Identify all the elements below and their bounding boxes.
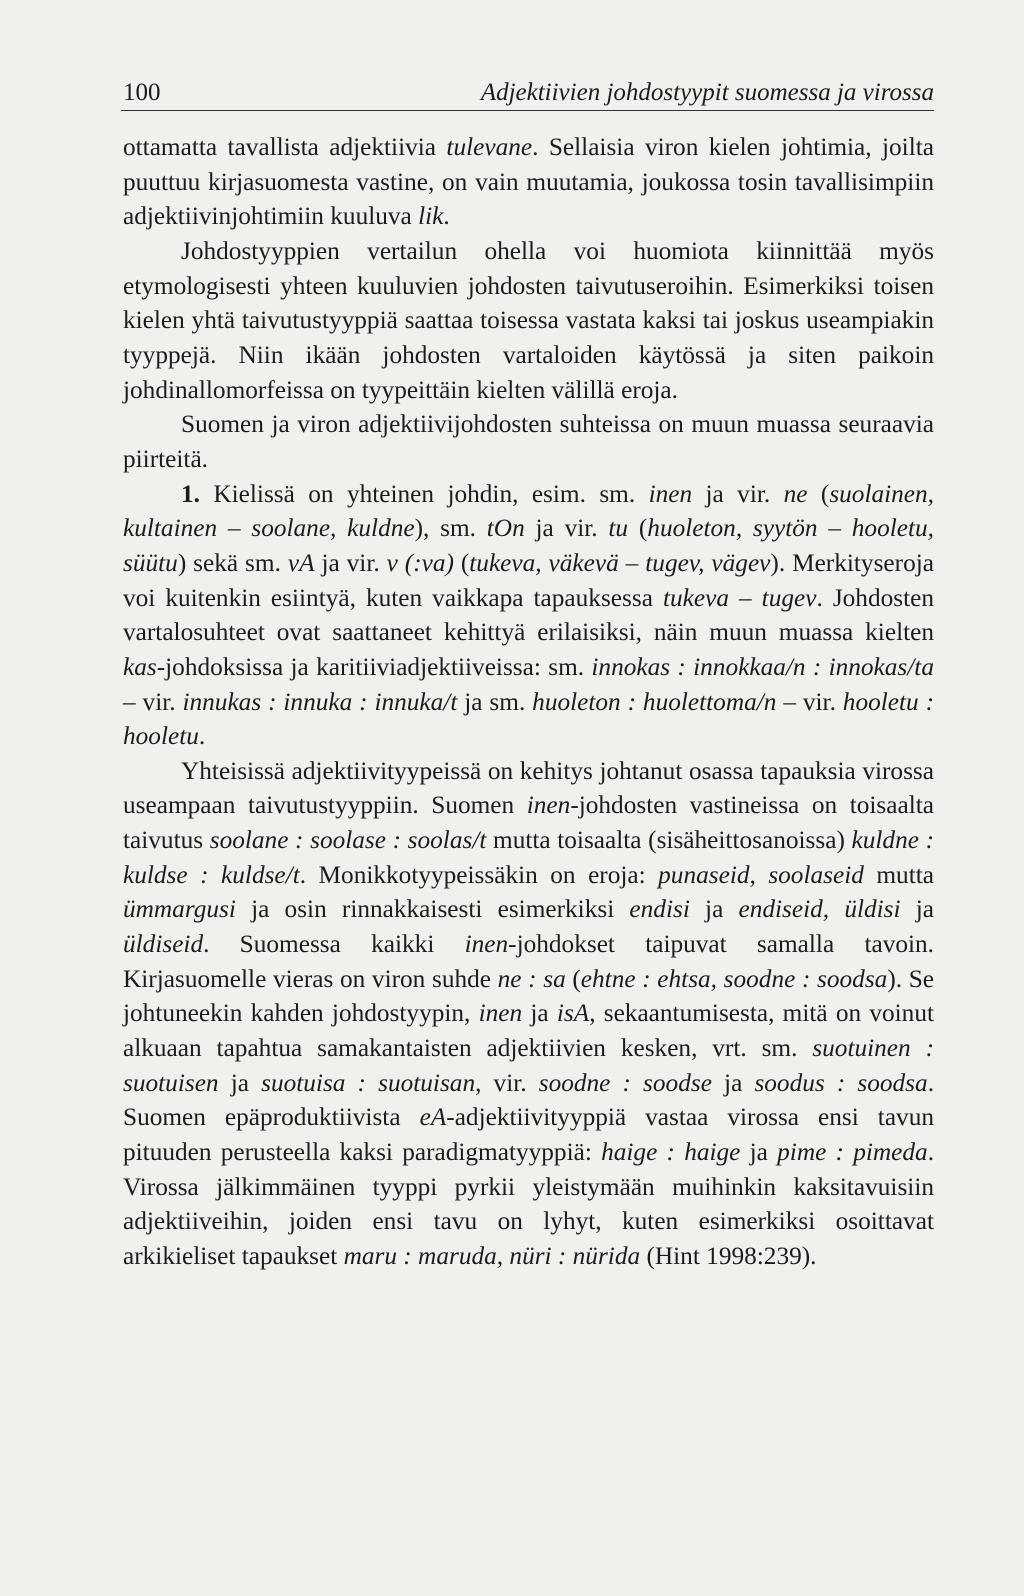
body-text [123,130,934,1274]
italic-text: suotuisa : suotuisan [261,1068,476,1097]
text-run: ja vir. [314,548,387,577]
text-run: . Johdosten vartalosuhteet ovat saattaneet kehittyä erilaisiksi, näin muun muassa kielten [123,583,935,647]
italic-text: ehtne : ehtsa, soodne : soodsa [580,964,888,993]
text-run: -adjektiivityyppiä vastaa virossa ensi tavun pituuden perusteella kaksi paradigmatyyppiä: [123,1103,935,1167]
text-run: Kielissä on yhteinen johdin, esim. sm. [199,479,649,508]
text-run: ja [740,1138,778,1167]
text-run: (Hint 1998:239). [640,1242,817,1270]
text-run: ) sekä sm. [177,548,288,577]
italic-text: tulevane [446,133,533,161]
text-run: ja [711,1068,755,1097]
italic-text: soolane : soolase : soolas/t [209,826,487,855]
page-number: 100 [123,79,161,106]
text-run: . Suomen epäproduktiivista [123,1068,935,1132]
italic-text: ne [783,479,808,508]
text-run: . Suomessa kaikki [203,930,465,959]
italic-text: eA [419,1103,447,1132]
italic-text: tukeva – tugev [662,583,817,612]
italic-text: suotuinen : suotuisen [123,1034,934,1097]
text-run: . [443,202,450,231]
text-run: , sekaantumisesta, mitä on voinut alkuaan tapahtua samakantaisten adjektiivien kesken, vrt. sm. [123,999,935,1063]
paragraph [123,234,934,407]
text-run: Johdostyyppien vertailun ohella voi huomiota kiinnittää myös etymologisesti yhteen kuuluvien johdosten taivutuseroihin. Esimerkiksi toisen kielen yhtä taivutustyyppiä saattaa toisessa vastata kaksi tai joskus useampiakin tyyppejä. Niin ikään johdosten vartaloiden käytössä ja siten paikoin johdinallomorfeissa on tyypeittäin kielten välillä eroja. [123,236,934,404]
italic-text: punaseid, soolaseid [658,860,864,889]
italic-text: lik [418,202,444,231]
text-run: ja [522,999,557,1028]
text-run: ja vir. [692,479,784,508]
text-run: mutta toisaalta (sisäheittosanoissa) [486,826,852,855]
italic-text: pime : pimeda [777,1138,928,1167]
paragraph [123,754,934,1274]
italic-text: suolainen, kultainen – soolane, kuldne [123,479,935,543]
text-run: ja [689,895,739,924]
text-run: Yhteisissä adjektiivityypeissä on kehitys johtanut osassa tapauksia virossa useampaan taivutustyyppiin. Suomen [123,756,934,820]
bold-text: 1. [181,479,200,508]
italic-text: haige : haige [601,1138,741,1167]
italic-text: inen [648,479,693,508]
paragraph [123,407,934,476]
text-run: -johdoksissa ja karitiiviadjektiiveissa: sm. [156,652,592,681]
italic-text: endisi [629,895,690,924]
paragraph [123,477,934,754]
italic-text: soodne : soodse [538,1068,712,1097]
italic-text: vA [287,548,315,577]
italic-text: üldiseid [123,930,204,959]
paragraph [123,130,934,234]
italic-text: ne : sa [497,964,566,993]
italic-text: innokas : innokkaa/n : innokas/ta [591,652,934,681]
page-header [121,70,934,111]
text-run: ( [453,548,470,577]
italic-text: kuldne : kuldse : kuldse/t [123,826,934,889]
text-run: ottamatta tavallista adjektiivia [123,133,447,161]
italic-text: inen [478,999,523,1028]
text-run: . Sellaisia viron kielen johtimia, joilta puuttuu kirjasuomesta vastine, on vain muutamia, joukossa tosin tavallisimpiin adjektiivinjohtimiin kuuluva [123,133,934,231]
text-run: ). Se johtuneekin kahden johdostyypin, [123,964,935,1028]
text-run: ja vir. [524,514,609,543]
text-run: ). Merkityseroja voi kuitenkin esiintyä, kuten vaikkapa tapauksessa [123,548,934,612]
text-run: ja sm. [457,687,533,716]
text-run: ja osin rinnakkaisesti esimerkiksi [235,895,630,924]
text-run: . Virossa jälkimmäinen tyyppi pyrkii yleistymään muihinkin kaksitavuisiin adjektiiveihin, joiden ensi tavu on lyhyt, kuten esimerkiksi osoittavat arkikieliset tapaukset [123,1138,935,1270]
text-run: ), sm. [414,514,487,543]
italic-text: ümmargusi [123,895,236,924]
italic-text: huoleton, syytön – hooletu, süütu [123,514,934,577]
italic-text: tukeva, väkevä – tugev, vägev [469,548,771,577]
text-run: – vir. [123,687,183,716]
italic-text: hooletu : hooletu [123,687,934,751]
italic-text: innukas : innuka : innuka/t [182,687,458,716]
italic-text: isA [556,999,590,1028]
text-run: ja [218,1068,262,1097]
text-run: -johdokset taipuvat samalla tavoin. Kirjasuomelle vieras on viron suhde [123,930,934,993]
italic-text: inen [526,791,571,820]
text-run: ja [900,895,934,924]
italic-text: kas [123,652,157,681]
running-title: Adjektiivien johdostyypit suomessa ja virossa [480,79,934,106]
text-run: , vir. [475,1068,539,1097]
text-run: ( [628,514,648,543]
italic-text: v (:va) [386,548,454,577]
italic-text: maru : maruda, nüri : nürida [343,1242,641,1270]
text-run: ( [565,964,581,993]
italic-text: tu [608,514,629,543]
text-run: -johdosten vastineissa on toisaalta taivutus [123,791,934,855]
text-run: ( [807,479,830,508]
italic-text: soodus : soodsa [754,1068,928,1097]
text-run: Suomen ja viron adjektiivijohdosten suhteissa on muun muassa seuraavia piirteitä. [123,410,934,473]
text-run: . [198,722,206,751]
text-run: . Monikkotyypeissäkin on eroja: [299,860,659,889]
text-run: – vir. [776,687,843,716]
text-run: mutta [863,860,934,889]
italic-text: tOn [486,514,525,543]
italic-text: huoleton : huolettoma/n [532,687,777,716]
italic-text: endiseid, üldisi [738,895,901,924]
italic-text: inen [464,930,509,959]
